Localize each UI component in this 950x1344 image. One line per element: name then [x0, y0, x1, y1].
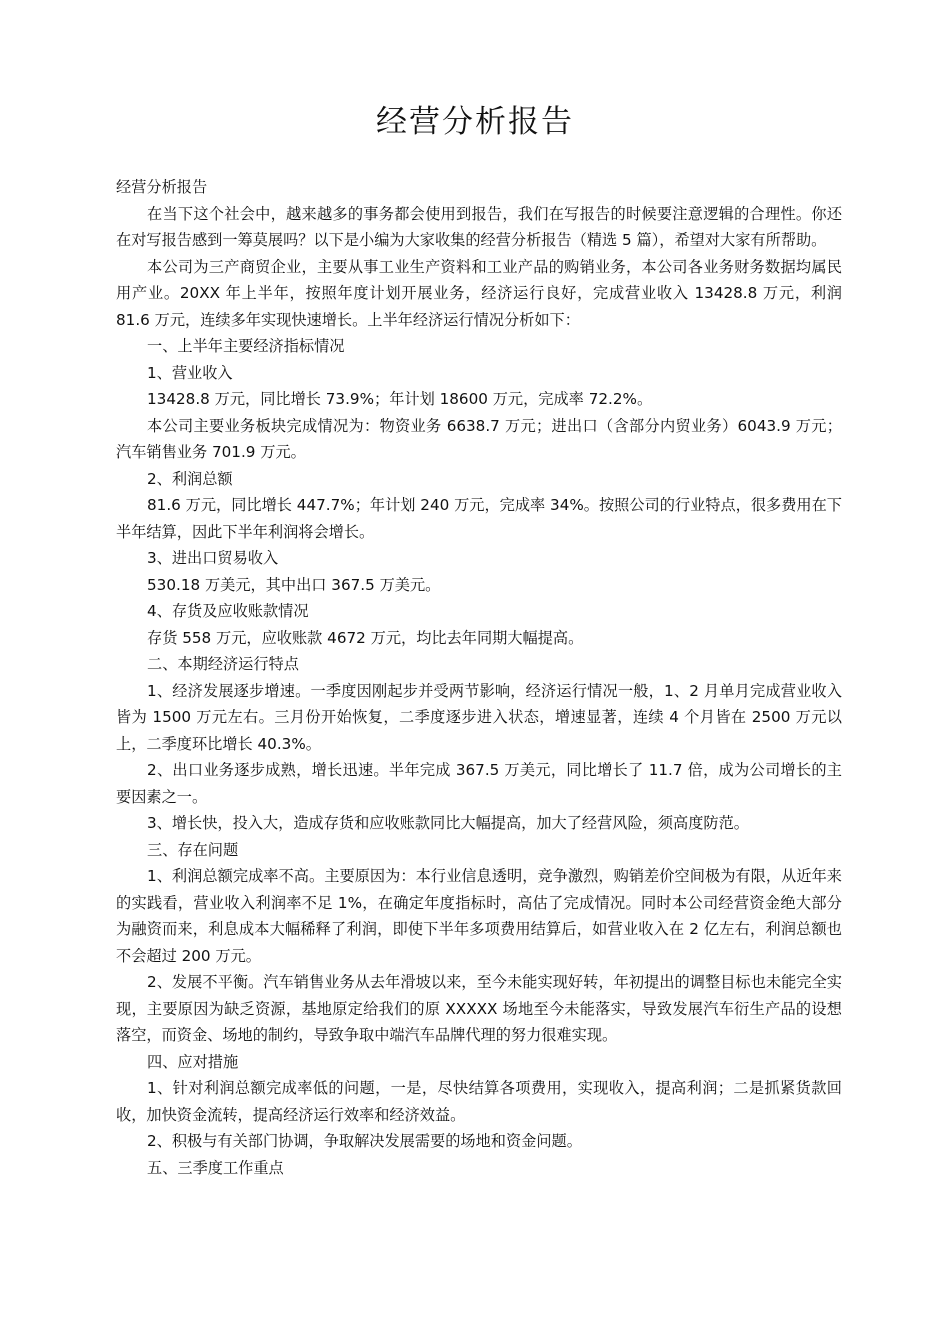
paragraph: 1、利润总额完成率不高。主要原因为：本行业信息透明，竞争激烈，购销差价空间极为有限，从近年来的实践看，营业收入利润率不足 1%，在确定年度指标时，高估了完成情况。同时本公司经营资金绝大部分为融资而来，利息成本大幅稀释了利润，即使下半年多项费用结算后，如营业收入在 2 亿左右，利润总额也不会超过 200 万元。 — [116, 867, 842, 965]
paragraph: 本公司主要业务板块完成情况为：物资业务 6638.7 万元；进出口（含部分内贸业务）6043.9 万元；汽车销售业务 701.9 万元。 — [116, 416, 842, 461]
paragraph: 五、三季度工作重点 — [147, 1158, 284, 1177]
document-title: 经营分析报告 — [376, 104, 574, 140]
paragraph: 存货 558 万元，应收账款 4672 万元，均比去年同期大幅提高。 — [147, 628, 584, 647]
paragraph: 在当下这个社会中，越来越多的事务都会使用到报告，我们在写报告的时候要注意逻辑的合理性。你还在对写报告感到一筹莫展吗？以下是小编为大家收集的经营分析报告（精选 5 篇），希望对大家有所帮助。 — [116, 204, 842, 249]
paragraph: 4、存货及应收账款情况 — [147, 602, 309, 620]
paragraph: 三、存在问题 — [147, 840, 239, 859]
paragraph: 13428.8 万元，同比增长 73.9%；年计划 18600 万元，完成率 72.2%。 — [147, 390, 653, 408]
paragraph: 一、上半年主要经济指标情况 — [147, 337, 345, 355]
paragraph: 2、出口业务逐步成熟，增长迅速。半年完成 367.5 万美元，同比增长了 11.7 倍，成为公司增长的主要因素之一。 — [116, 761, 842, 806]
paragraph: 530.18 万美元，其中出口 367.5 万美元。 — [147, 575, 441, 594]
paragraph: 81.6 万元，同比增长 447.7%；年计划 240 万元，完成率 34%。按照公司的行业特点，很多费用在下半年结算，因此下半年利润将会增长。 — [116, 496, 842, 541]
paragraph: 1、针对利润总额完成率低的问题，一是，尽快结算各项费用，实现收入，提高利润；二是抓紧货款回收，加快资金流转，提高经济运行效率和经济效益。 — [116, 1079, 842, 1124]
paragraph: 2、发展不平衡。汽车销售业务从去年滑坡以来，至今未能实现好转，年初提出的调整目标也未能完全实现，主要原因为缺乏资源，基地原定给我们的原 XXXXX 场地至今未能落实，导致发展汽车衍生产品的设想落空，而资金、场地的制约，导致争取中端汽车品牌代理的努力很难实现。 — [116, 973, 842, 1044]
paragraph: 3、增长快，投入大，造成存货和应收账款同比大幅提高，加大了经营风险，须高度防范。 — [147, 814, 749, 832]
paragraph: 二、本期经济运行特点 — [147, 655, 299, 673]
document-body — [116, 174, 842, 1181]
paragraph: 1、营业收入 — [147, 363, 233, 382]
paragraph: 2、积极与有关部门协调，争取解决发展需要的场地和资金问题。 — [147, 1132, 582, 1150]
paragraph: 2、利润总额 — [147, 469, 233, 488]
paragraph: 本公司为三产商贸企业，主要从事工业生产资料和工业产品的购销业务，本公司各业务财务数据均属民用产业。20XX 年上半年，按照年度计划开展业务，经济运行良好，完成营业收入 13428.8 万元，利润 81.6 万元，连续多年实现快速增长。上半年经济运行情况分析如下： — [116, 257, 842, 329]
paragraph: 1、经济发展逐步增速。一季度因刚起步并受两节影响，经济运行情况一般，1、2 月单月完成营业收入皆为 1500 万元左右。三月份开始恢复，二季度逐步进入状态，增速显著，连续 4 个月皆在 2500 万元以上，二季度环比增长 40.3%。 — [116, 681, 842, 753]
paragraph: 四、应对措施 — [147, 1052, 239, 1071]
paragraph: 3、进出口贸易收入 — [147, 549, 279, 567]
document-subtitle: 经营分析报告 — [116, 178, 208, 196]
